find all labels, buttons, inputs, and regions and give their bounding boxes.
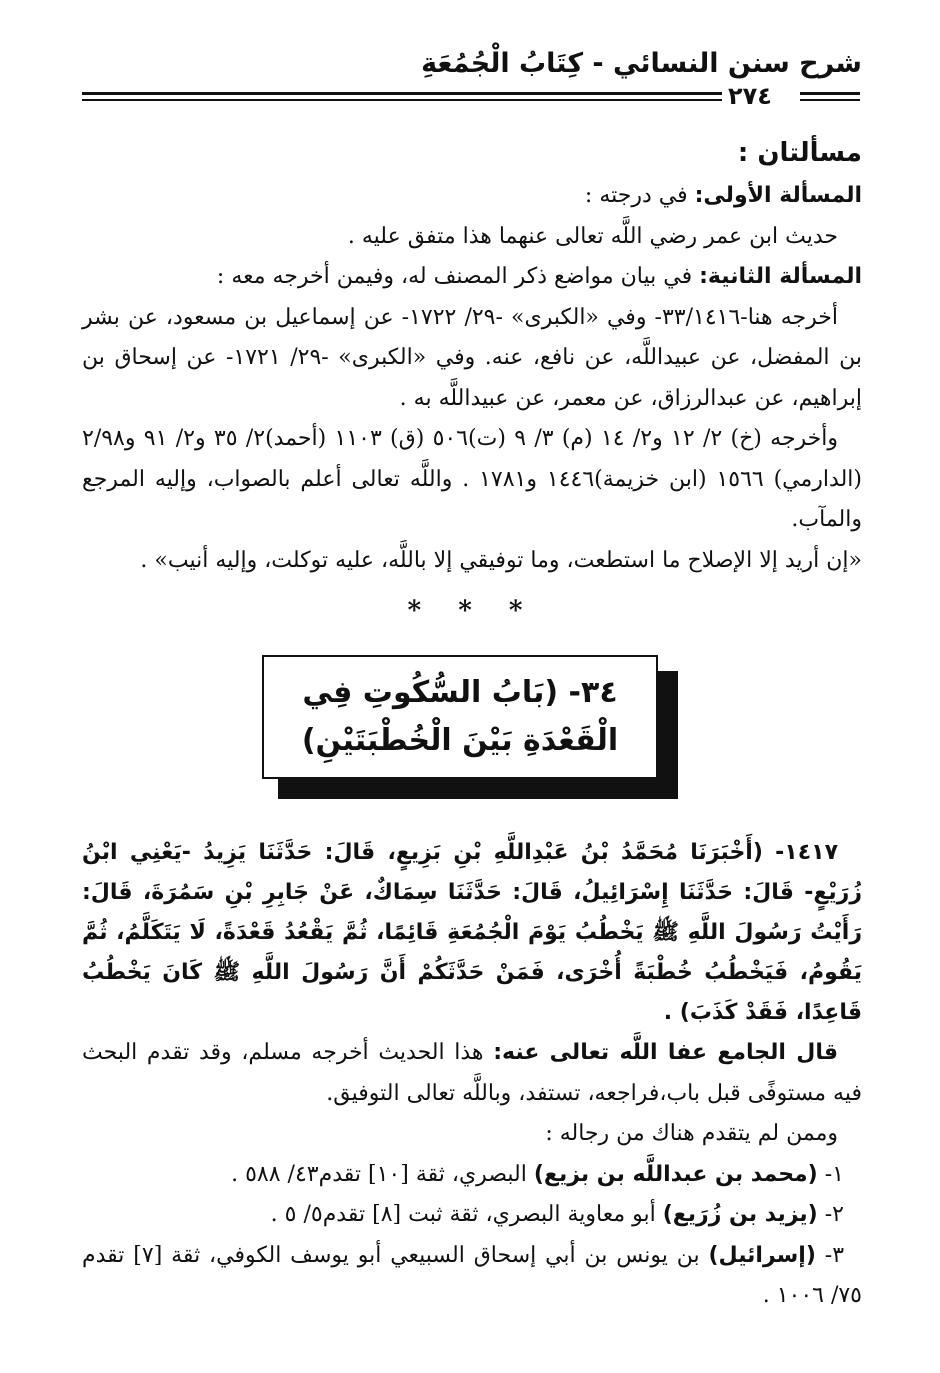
issue-2-body: أخرجه هنا-٣٣/١٤١٦- وفي «الكبرى» -٢٩/ ١٧٢٢- عن إسماعيل بن مسعود، عن بشر بن المفضل، عن عبيداللَّه، عن نافع، عنه. وفي «الكبرى» -٢٩/ ١٧٢١- عن إسحاق بن إبراهيم، عن عبدالرزاق، عن معمر، عن عبيداللَّه به . (82, 304, 862, 411)
section-separator: * * * (407, 596, 537, 626)
narrator-details: أبو معاوية البصري، ثقة ثبت [٨] تقدم٥/ ٥ . (270, 1202, 663, 1227)
page-body (82, 130, 862, 1317)
narrator-number: ٢- (817, 1202, 844, 1227)
narrator-number: ٣- (815, 1242, 845, 1268)
narrator-item (82, 1236, 862, 1317)
chapter-heading: ٣٤- (بَابُ السُّكُوتِ فِي الْقَعْدَةِ بَيْنَ الْخُطْبَتَيْنِ) (262, 655, 658, 779)
other-sources: وأخرجه (خ) ٢/ ١٢ و٢/ ١٤ (م) ٣/ ٩ (ت)٥٠٦ (ق) ١١٠٣ (أحمد)٢/ ٣٥ و٢/ ٩١ و٢/٩٨ (الدارمي) ١٥٦٦ (ابن خزيمة)١٤٤٦ و١٧٨١ . واللَّه تعالى أعلم بالصواب، وإليه المرجع والمآب. (82, 426, 862, 532)
hadith-text: ١٤١٧- (أَخْبَرَنَا مُحَمَّدُ بْنُ عَبْدِاللَّهِ بْنِ بَزِيعٍ، قَالَ: حَدَّثَنَا يَزِيدُ -يَعْنِي ابْنُ زُرَيْعٍ- قَالَ: حَدَّثَنَا إِسْرَائِيلُ، قَالَ: حَدَّثَنَا سِمَاكٌ، عَنْ جَابِرِ بْنِ سَمُرَةَ، قَالَ: رَأَيْتُ رَسُولَ اللَّهِ ﷺ يَخْطُبُ يَوْمَ الْجُمُعَةِ قَائِمًا، ثُمَّ يَقْعُدُ قَعْدَةً، لَا يَتَكَلَّمُ، ثُمَّ يَقُومُ، فَيَخْطُبُ خُطْبَةً أُخْرَى، فَمَنْ حَدَّثَكُمْ أَنَّ رَسُولَ اللَّهِ ﷺ كَانَ يَخْطُبُ قَاعِدًا، فَقَدْ كَذَبَ) . (82, 840, 862, 1025)
header-rule-right-top (800, 92, 860, 95)
chapter-heading-frame (262, 655, 682, 805)
commentary (82, 1033, 862, 1114)
issue-1-label: المسألة الأولى: (694, 183, 862, 208)
issue-2-text: في بيان مواضع ذكر المصنف له، وفيمن أخرجه معه : (216, 264, 700, 289)
header-rule-top (82, 92, 722, 95)
commentary-label: قال الجامع عفا اللَّه تعالى عنه: (493, 1040, 838, 1065)
narrator-item (82, 1195, 862, 1236)
header-rule-bottom (82, 99, 722, 101)
issue-2 (82, 257, 862, 298)
narrator-name: (يزيد بن زُرَيع) (662, 1202, 818, 1227)
narrator-details: بن يونس بن أبي إسحاق السبيعي أبو يوسف الكوفي، ثقة [٧] تقدم ٧٥/ ١٠٠٦ . (82, 1242, 862, 1308)
narrator-name: (محمد بن عبداللَّه بن بزيع) (533, 1161, 818, 1187)
page-number: ٢٧٤ (728, 82, 772, 110)
section-title: مسألتان : (737, 138, 862, 168)
narrator-name: (إسرائيل) (708, 1242, 816, 1268)
issue-1-text: في درجته : (584, 183, 695, 208)
closing-quote: «إن أريد إلا الإصلاح ما استطعت، وما توفيقي إلا باللَّه، عليه توكلت، وإليه أنيب» . (140, 547, 862, 573)
narrator-number: ١- (817, 1161, 844, 1187)
running-header-title: شرح سنن النسائي - كِتَابُ الْجُمُعَةِ (421, 48, 862, 79)
narrator-item (82, 1155, 862, 1196)
issue-1 (82, 176, 862, 217)
narrators-intro: وممن لم يتقدم هناك من رجاله : (545, 1121, 838, 1146)
narrator-details: البصري، ثقة [١٠] تقدم٤٣/ ٥٨٨ . (231, 1161, 534, 1187)
issue-2-label: المسألة الثانية: (699, 264, 862, 289)
issue-1-body: حديث ابن عمر رضي اللَّه تعالى عنهما هذا متفق عليه . (347, 223, 838, 249)
commentary-text: هذا الحديث أخرجه مسلم، وقد تقدم البحث فيه مستوفًى قبل باب،فراجعه، تستفد، وباللَّه تعالى التوفيق. (82, 1040, 862, 1106)
header-rule-right-bottom (800, 99, 860, 101)
